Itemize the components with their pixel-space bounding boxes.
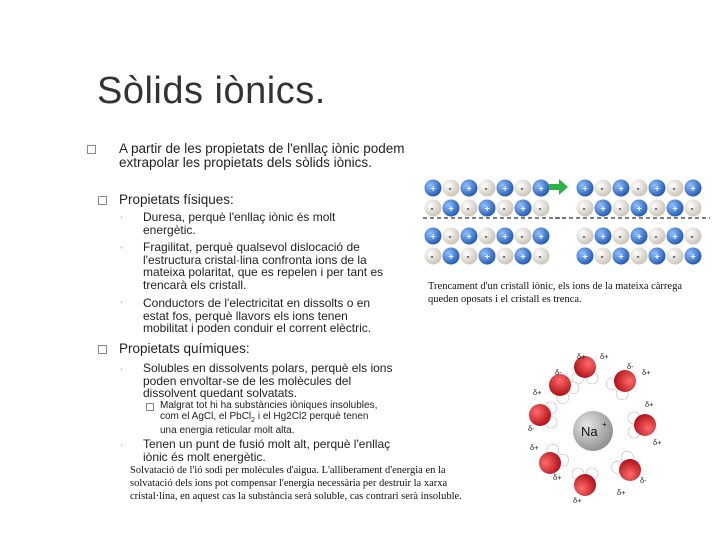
cation-charge-label: +: [484, 251, 490, 262]
cation-charge-label: +: [538, 231, 544, 242]
anion-charge-label: -: [466, 203, 470, 214]
anion-charge-label: -: [448, 183, 452, 194]
sub-bullet-icon: ◦: [120, 364, 124, 374]
note-bullet-icon: [146, 403, 154, 411]
anion-charge-label: -: [466, 251, 470, 262]
cation-charge-label: +: [520, 203, 526, 214]
delta-plus-label: δ+: [645, 400, 654, 409]
note-insoluble: [160, 401, 385, 437]
cation-charge-label: +: [690, 183, 696, 194]
cation-charge-label: +: [430, 183, 436, 194]
anion-charge-label: -: [636, 183, 640, 194]
sodium-label: Na: [581, 424, 598, 439]
cation-charge-label: +: [448, 203, 454, 214]
anion-charge-label: -: [672, 251, 676, 262]
anion-charge-label: -: [582, 203, 586, 214]
delta-plus-label: δ+: [533, 388, 542, 397]
anion-charge-label: -: [690, 203, 694, 214]
anion-charge-label: -: [484, 183, 488, 194]
anion-charge-label: -: [618, 231, 622, 242]
bullet-physical: Propietats físiques:: [119, 192, 234, 207]
bullet-intro: A partir de les propietats de l'enllaç iònic podem extrapolar les propietats dels sòlids iònics.: [119, 141, 405, 170]
anion-charge-label: -: [430, 251, 434, 262]
bullet-icon: [98, 345, 107, 354]
cation-charge-label: +: [672, 231, 678, 242]
anion-charge-label: -: [654, 203, 658, 214]
anion-charge-label: -: [672, 183, 676, 194]
delta-plus-label: δ+: [553, 473, 562, 482]
delta-plus-label: δ+: [617, 488, 626, 497]
cation-charge-label: +: [600, 203, 606, 214]
sub-bullet-icon: ◦: [120, 440, 124, 450]
delta-minus-label: δ-: [640, 476, 647, 485]
anion-charge-label: -: [502, 251, 506, 262]
sub-bullet-icon: ◦: [120, 212, 124, 222]
physical-item-conductivity: Conductors de l'electricitat en dissolts o en estat fos, perquè llavors els ions tenen mobilitat i poden conduir el corrent elèctric.: [143, 296, 372, 335]
delta-plus-label: δ+: [577, 352, 586, 361]
anion-charge-label: -: [448, 231, 452, 242]
anion-charge-label: -: [636, 251, 640, 262]
anion-charge-label: -: [600, 251, 604, 262]
delta-plus-label: δ+: [600, 352, 609, 361]
crystal-right: [577, 180, 702, 265]
anion-charge-label: -: [600, 183, 604, 194]
anion-charge-label: -: [520, 231, 524, 242]
cation-charge-label: +: [502, 183, 508, 194]
cation-charge-label: +: [618, 183, 624, 194]
anion-charge-label: -: [618, 203, 622, 214]
cation-charge-label: +: [600, 231, 606, 242]
chemical-item-melting-point: Tenen un punt de fusió molt alt, perquè l'enllaç iònic és molt energètic.: [143, 437, 391, 464]
chemical-item-solubility: Solubles en dissolvents polars, perquè els ions poden envoltar-se de les molècules del dissolvent quedant solvatats.: [143, 361, 393, 400]
note-text-part2: i el Hg2Cl2 perquè tenen una energia reticular molt alta.: [160, 410, 369, 436]
cation-charge-label: +: [654, 183, 660, 194]
anion-charge-label: -: [538, 203, 542, 214]
cation-charge-label: +: [538, 183, 544, 194]
crystal-break-diagram: [415, 170, 715, 275]
anion-charge-label: -: [690, 231, 694, 242]
delta-plus-label: δ+: [642, 368, 651, 377]
cation-charge-label: +: [690, 251, 696, 262]
anion-charge-label: -: [538, 251, 542, 262]
crystal-left: [425, 180, 550, 265]
delta-minus-label: δ-: [555, 368, 562, 377]
note-text-part1: Malgrat tot hi ha substàncies iòniques insolubles, com el AgCl, el PbCl: [160, 400, 378, 422]
cation-charge-label: +: [520, 251, 526, 262]
sub-bullet-icon: ◦: [120, 242, 124, 252]
delta-plus-label: δ+: [653, 438, 662, 447]
delta-plus-label: δ+: [573, 496, 582, 505]
cation-charge-label: +: [672, 203, 678, 214]
note-subscript: 2: [251, 416, 256, 424]
cation-charge-label: +: [582, 251, 588, 262]
delta-plus-label: δ+: [530, 443, 539, 452]
cation-charge-label: +: [636, 203, 642, 214]
bullet-icon: [98, 196, 107, 205]
slide-title: Sòlids iònics.: [97, 70, 326, 112]
cation-charge-label: +: [430, 231, 436, 242]
sub-bullet-icon: ◦: [120, 297, 124, 307]
physical-item-fragility: Fragilitat, perquè qualsevol dislocació de l'estructura cristal·lina confronta ions de la mateixa polaritat, que es repelen i per tant es trencarà els cristall.: [143, 240, 384, 292]
water-molecule: [628, 412, 656, 438]
cation-charge-label: +: [636, 231, 642, 242]
anion-charge-label: -: [484, 231, 488, 242]
physical-item-hardness: Duresa, perquè l'enllaç iònic és molt energètic.: [143, 210, 336, 237]
cation-charge-label: +: [448, 251, 454, 262]
delta-minus-label: δ-: [627, 362, 634, 371]
water-molecule: [572, 468, 598, 496]
anion-charge-label: -: [502, 203, 506, 214]
cation-charge-label: +: [654, 251, 660, 262]
anion-charge-label: -: [582, 231, 586, 242]
bullet-icon: [87, 145, 96, 154]
anion-charge-label: -: [520, 183, 524, 194]
crystal-caption: Trencament d'un cristall iònic, els ions de la mateixa càrrega queden oposats i el cristall es trenca.: [428, 281, 682, 305]
anion-charge-label: -: [430, 203, 434, 214]
water-molecule: [604, 364, 642, 402]
cation-charge-label: +: [466, 183, 472, 194]
bullet-chemical: Propietats químiques:: [119, 341, 250, 356]
cation-charge-label: +: [582, 183, 588, 194]
cation-charge-label: +: [466, 231, 472, 242]
cation-charge-label: +: [484, 203, 490, 214]
cation-charge-label: +: [502, 231, 508, 242]
cation-charge-label: +: [618, 251, 624, 262]
delta-minus-label: δ-: [528, 424, 535, 433]
solvation-caption: Solvatació de l'ió sodi per molècules d'aigua. L'alliberament d'energia en la solvatació dels ions pot compensar l'energia necessària per destruir la xarxa cristal·lina, en aquest cas la substància serà soluble, cas contrari serà insoluble.: [130, 465, 462, 502]
anion-charge-label: -: [654, 231, 658, 242]
sodium-charge: +: [602, 420, 607, 429]
arrow-icon: [549, 179, 568, 195]
solvation-diagram: [525, 345, 675, 510]
